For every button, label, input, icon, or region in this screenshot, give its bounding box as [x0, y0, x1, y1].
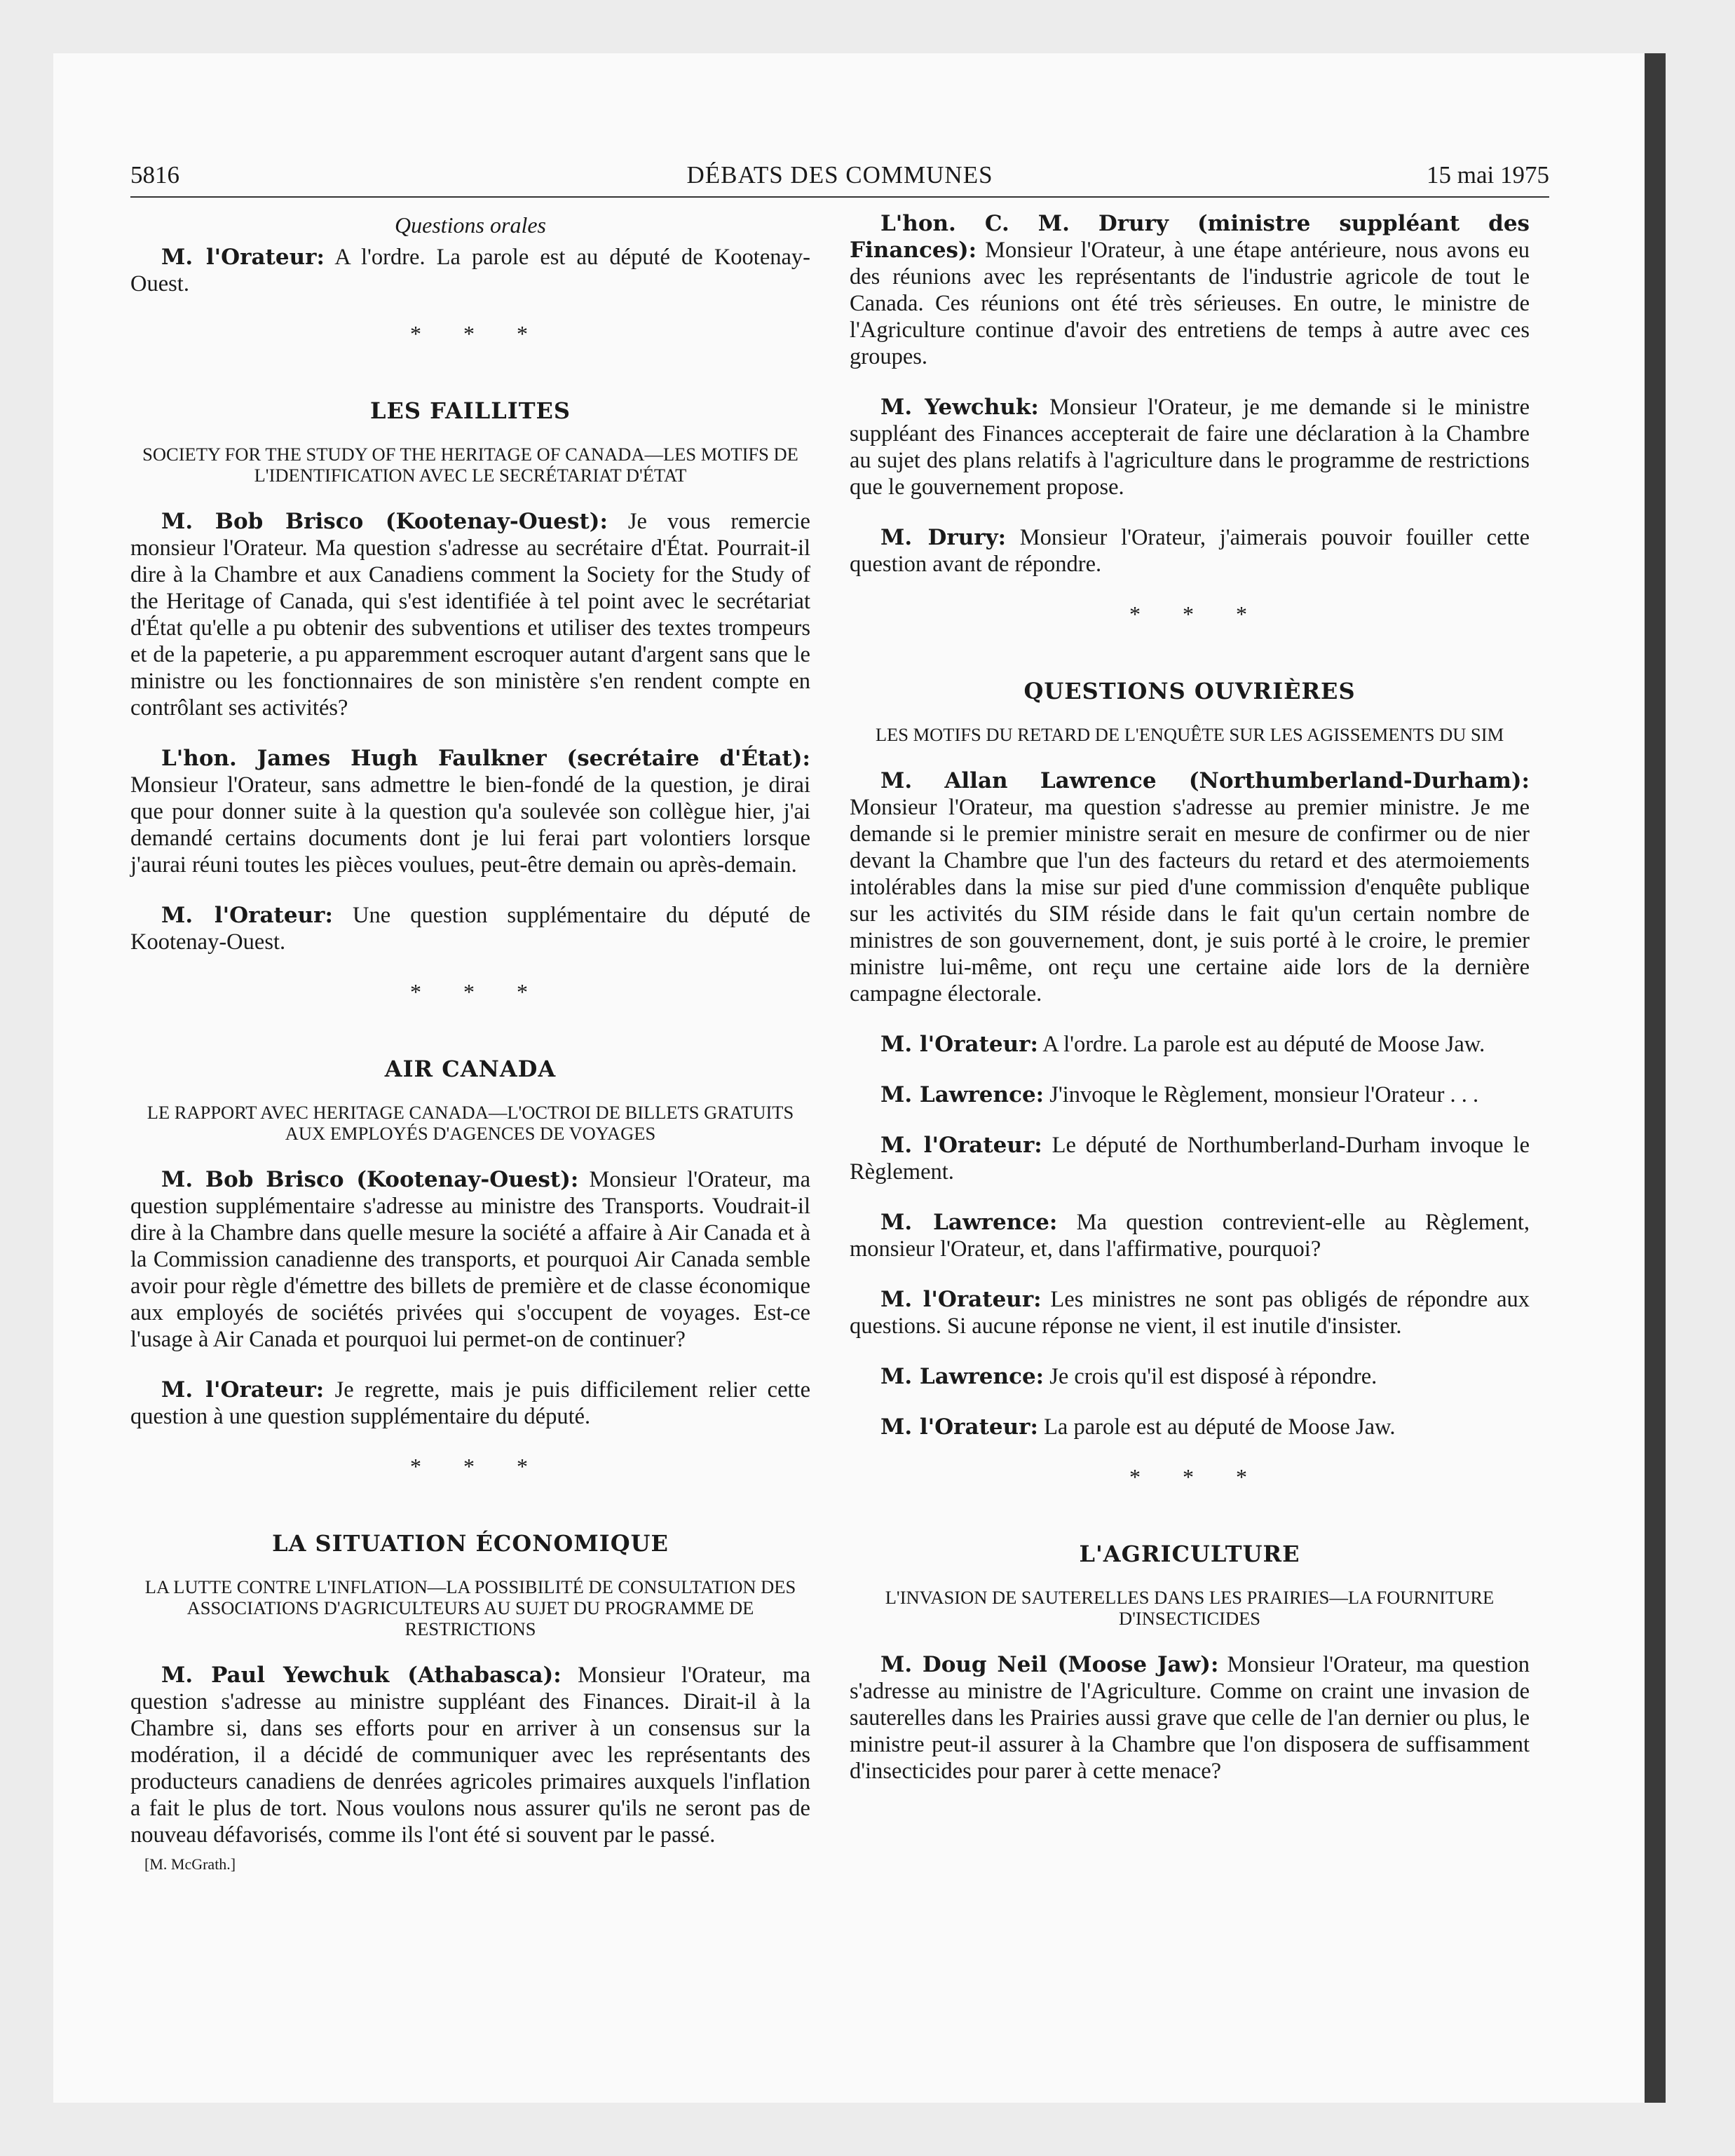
section-heading: LA SITUATION ÉCONOMIQUE — [272, 1530, 669, 1557]
section-heading: AIR CANADA — [384, 1056, 557, 1082]
paragraph — [850, 1031, 1530, 1058]
paragraph-text: A l'ordre. La parole est au député de Moose Jaw. — [1037, 1032, 1485, 1057]
page-header — [130, 158, 1549, 198]
paragraph-text: Je crois qu'il est disposé à répondre. — [1044, 1364, 1377, 1389]
speaker-note: [M. McGrath.] — [144, 1855, 236, 1873]
binding-edge — [1645, 53, 1666, 2103]
speaker-name: M. Paul Yewchuk (Athabasca): — [161, 1663, 562, 1688]
paragraph-text: La parole est au député de Moose Jaw. — [1037, 1414, 1396, 1440]
paragraph — [850, 1363, 1530, 1390]
paragraph-text: Le député de Northumberland-Durham invoque le Règlement. — [850, 1133, 1530, 1185]
paragraph — [850, 1651, 1530, 1785]
section-heading: QUESTIONS OUVRIÈRES — [1023, 678, 1356, 704]
paragraph-text: A l'ordre. La parole est au député de Kootenay-Ouest. — [130, 245, 810, 296]
speaker-name: M. Drury: — [880, 525, 1007, 550]
section-heading: L'AGRICULTURE — [1079, 1541, 1300, 1567]
paragraph-text: Monsieur l'Orateur, ma question s'adresse au ministre de l'Agriculture. Comme on craint une invasion de sauterelles dans les Prairies aussi grave que celle de l'an dernier ou plus, le ministre peut-il assurer à la Chambre que l'on disposera de suffisamment d'insecticides pour parer à cette menace? — [850, 1652, 1530, 1784]
speaker-name: M. l'Orateur: — [880, 1133, 1042, 1158]
paragraph-text: Une question supplémentaire du député de Kootenay-Ouest. — [130, 903, 810, 955]
section-divider: * * * — [1129, 1464, 1265, 1489]
section-subheading: SOCIETY FOR THE STUDY OF THE HERITAGE OF CANADA—LES MOTIFS DE L'IDENTIFICATION AVEC LE SECRÉTARIAT D'ÉTAT — [142, 444, 798, 486]
paragraph — [850, 1209, 1530, 1262]
publication-title: DÉBATS DES COMMUNES — [686, 161, 993, 189]
paragraph-text: Ma question contrevient-elle au Règlement, monsieur l'Orateur, et, dans l'affirmative, pourquoi? — [850, 1210, 1530, 1262]
speaker-name: L'hon. C. M. Drury (ministre suppléant des Finances): — [850, 211, 1530, 263]
paragraph-text: Je regrette, mais je puis difficilement relier cette question à une question supplémentaire du député. — [130, 1377, 811, 1429]
section-divider: * * * — [1129, 601, 1265, 627]
speaker-name: M. l'Orateur: — [880, 1414, 1038, 1440]
section-subheading: L'INVASION DE SAUTERELLES DANS LES PRAIRIES—LA FOURNITURE D'INSECTICIDES — [885, 1587, 1495, 1629]
speaker-name: M. l'Orateur: — [161, 245, 325, 270]
paragraph-text: Les ministres ne sont pas obligés de répondre aux questions. Si aucune réponse ne vient, il est inutile d'insister. — [850, 1287, 1530, 1339]
section-heading: LES FAILLITES — [369, 397, 571, 424]
speaker-name: M. Allan Lawrence (Northumberland-Durham): — [880, 768, 1530, 793]
paragraph-text: Je vous remercie monsieur l'Orateur. Ma question s'adresse au secrétaire d'État. Pourrait-il dire à la Chambre et aux Canadiens comment la Society for the Study of the Heritage of Canada, qui s'est identifiée à tel point avec le secrétariat d'État qu'elle a pu obtenir des subventions et utiliser des textes trompeurs et de la papeterie, a pu apparemment escroquer autant d'argent sans que le ministre ou les fonctionnaires de son ministère s'en rendent compte en contrôlant ses activités? — [130, 509, 810, 721]
left-column — [130, 210, 810, 1874]
speaker-name: M. Lawrence: — [880, 1364, 1045, 1389]
speaker-name: L'hon. James Hugh Faulkner (secrétaire d'État): — [161, 746, 810, 771]
speaker-name: M. l'Orateur: — [161, 903, 333, 928]
paragraph — [850, 1082, 1530, 1108]
paragraph — [130, 1166, 810, 1353]
page-number: 5816 — [130, 161, 179, 189]
paragraph-text: Monsieur l'Orateur, ma question s'adresse au premier ministre. Je me demande si le premier ministre serait en mesure de confirmer ou de nier devant la Chambre que l'un des facteurs du retard et des atermoiements intolérables dans la mise sur pied d'une commission d'enquête publique sur les activités du SIM réside dans le fait qu'un certain nombre de ministres de son gouvernement, dont, je suis porté à le croire, le premier ministre lui-même, ont reçu une certaine aide lors de la dernière campagne électorale. — [850, 795, 1530, 1007]
paragraph-text: Monsieur l'Orateur, ma question s'adresse au ministre suppléant des Finances. Dirait-il à la Chambre si, dans ses efforts pour en arriver à un consensus sur la modération, il a décidé de communiquer avec les représentants des producteurs canadiens de denrées agricoles primaires auxquels l'inflation a fait le plus de tort. Nous voulons nous assurer qu'ils ne seront pas de nouveau défavorisés, comme ils l'ont été si souvent par le passé. — [130, 1663, 810, 1848]
paragraph — [850, 1132, 1530, 1185]
issue-date: 15 mai 1975 — [1427, 161, 1549, 189]
section-subheading: LA LUTTE CONTRE L'INFLATION—LA POSSIBILITÉ DE CONSULTATION DES ASSOCIATIONS D'AGRICULTEURS AU SUJET DU PROGRAMME DE RESTRICTIONS — [144, 1576, 796, 1639]
paragraph — [130, 745, 810, 878]
right-column — [850, 210, 1530, 1808]
paragraph — [130, 902, 810, 955]
section-subheading: LES MOTIFS DU RETARD DE L'ENQUÊTE SUR LES AGISSEMENTS DU SIM — [875, 724, 1504, 745]
paragraph — [130, 1377, 810, 1430]
paragraph — [850, 1414, 1530, 1440]
paragraph-text: Monsieur l'Orateur, je me demande si le ministre suppléant des Finances accepterait de faire une déclaration à la Chambre au sujet des plans relatifs à l'agriculture dans le programme de restrictions que le gouvernement propose. — [850, 395, 1530, 500]
section-subheading: LE RAPPORT AVEC HERITAGE CANADA—L'OCTROI DE BILLETS GRATUITS AUX EMPLOYÉS D'AGENCES DE VOYAGES — [147, 1102, 794, 1144]
paragraph — [850, 394, 1530, 500]
speaker-name: M. Yewchuk: — [880, 395, 1039, 420]
section-divider: * * * — [410, 321, 546, 346]
paragraph-text: Monsieur l'Orateur, j'aimerais pouvoir fouiller cette question avant de répondre. — [850, 525, 1530, 577]
paragraph-text: Monsieur l'Orateur, sans admettre le bien-fondé de la question, je dirai que pour donner suite à la question qu'a soulevée son collègue hier, j'ai demandé certains documents dont je lui ferai part volontiers lorsque j'aurai réuni toutes les pièces voulues, peut-être demain ou après-demain. — [130, 772, 810, 878]
paragraph — [130, 1662, 810, 1848]
speaker-name: M. Bob Brisco (Kootenay-Ouest): — [161, 509, 608, 534]
paragraph-text: J'invoque le Règlement, monsieur l'Orateur . . . — [1044, 1082, 1479, 1107]
speaker-name: M. Lawrence: — [880, 1210, 1058, 1235]
paragraph — [130, 508, 810, 721]
section-divider: * * * — [410, 1454, 546, 1479]
speaker-name: M. Doug Neil (Moose Jaw): — [880, 1652, 1219, 1677]
paragraph — [850, 210, 1530, 370]
speaker-name: M. l'Orateur: — [161, 1377, 325, 1403]
paragraph — [850, 1286, 1530, 1339]
paragraph-text: Monsieur l'Orateur, à une étape antérieure, nous avons eu des réunions avec les représentants de l'industrie agricole de tout le Canada. Ces réunions ont été très sérieuses. En outre, le ministre de l'Agriculture continue d'avoir des entretiens de temps à autre avec ces groupes. — [850, 238, 1530, 369]
section-divider: * * * — [410, 979, 546, 1004]
speaker-name: M. l'Orateur: — [880, 1287, 1042, 1312]
paragraph-text: Monsieur l'Orateur, ma question supplémentaire s'adresse au ministre des Transports. Voudrait-il dire à la Chambre dans quelle mesure la société a affaire à Air Canada et à la Commission canadienne des transports, et pourquoi Air Canada semble avoir pour règle d'émettre des billets de première et de classe économique aux employés de sociétés privées qui s'occupent de voyages. Est-ce l'usage à Air Canada et pourquoi lui permet-on de continuer? — [130, 1167, 810, 1352]
speaker-name: M. l'Orateur: — [880, 1032, 1038, 1057]
section-kicker: Questions orales — [395, 212, 546, 238]
speaker-name: M. Bob Brisco (Kootenay-Ouest): — [161, 1167, 579, 1192]
paragraph — [850, 524, 1530, 578]
paragraph — [130, 244, 810, 297]
paragraph — [850, 767, 1530, 1007]
speaker-name: M. Lawrence: — [880, 1082, 1045, 1107]
